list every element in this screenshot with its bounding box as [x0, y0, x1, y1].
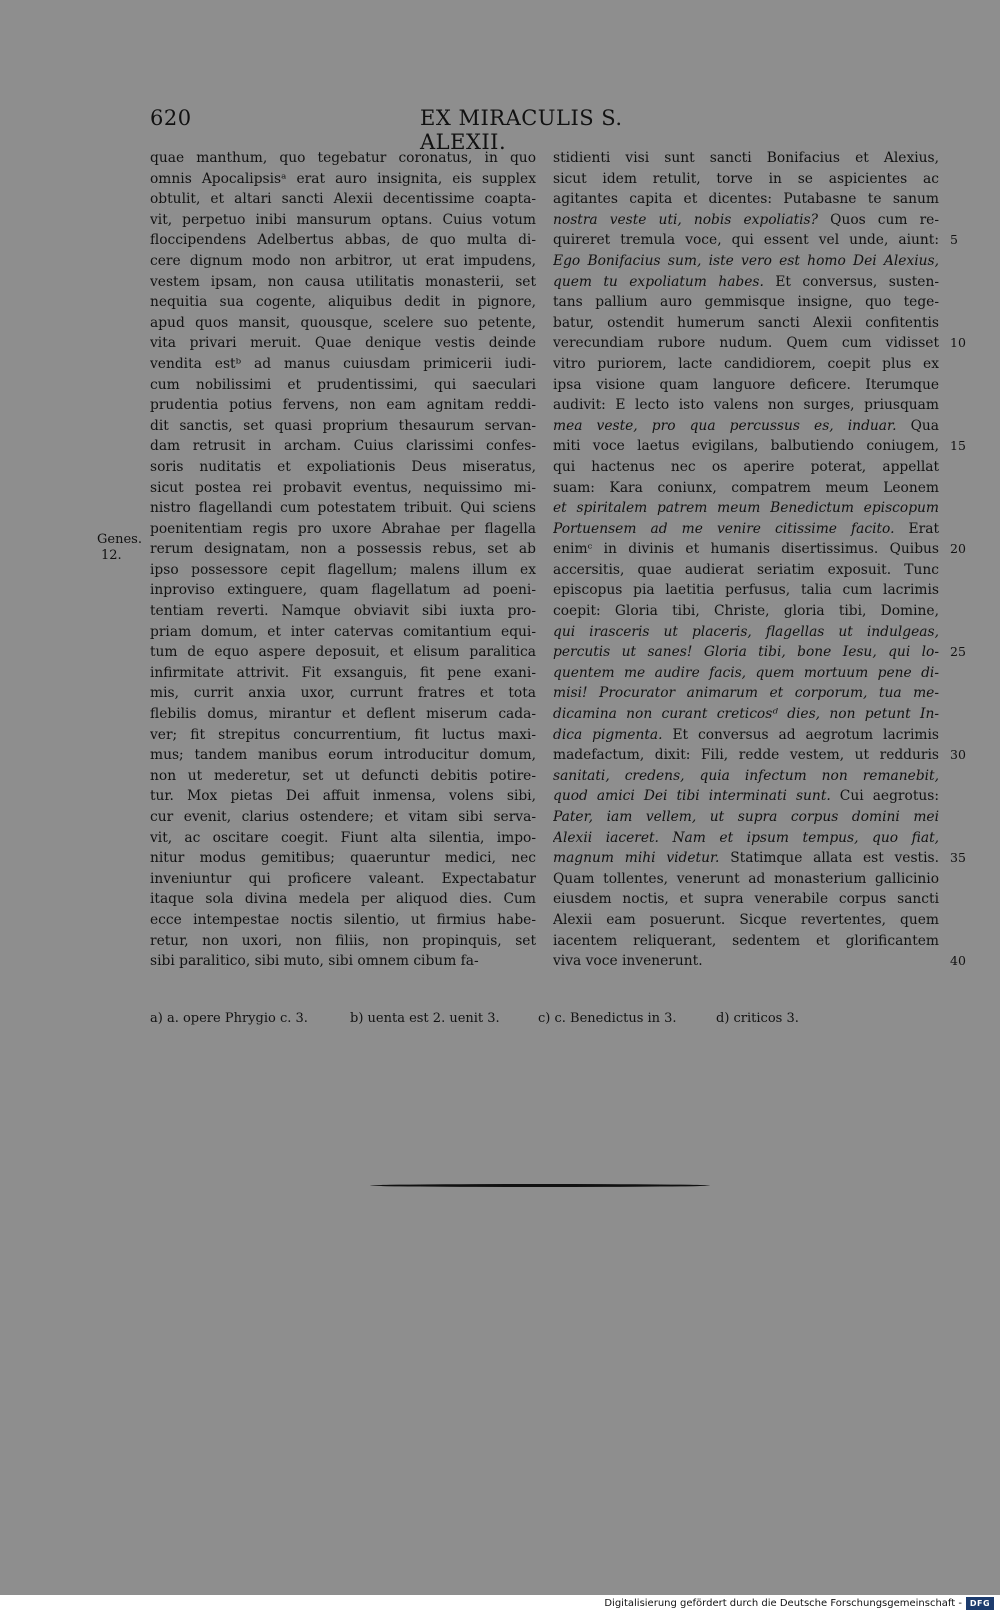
text-line: [553, 230, 939, 251]
text-segment: accersitis, quae audierat seriatim exposuit. Tunc: [553, 561, 939, 578]
line-number: 10: [950, 335, 966, 351]
text-segment: quireret tremula voce, qui essent vel unde, aiunt:: [553, 232, 939, 249]
text-line: [553, 725, 939, 746]
text-line: [553, 622, 939, 643]
line-number: 30: [950, 747, 966, 763]
text-segment: qui irasceris ut placeris, flagellas ut indulgeas,: [553, 623, 939, 640]
text-line: mis, currit anxia uxor, currunt fratres et tota: [150, 685, 536, 702]
text-segment: stidienti visi sunt sancti Bonifacius et Alexius,: [553, 150, 939, 166]
text-line: nistro flagellandi cum potestatem tribuit. Qui sciens: [150, 500, 536, 517]
footnote-a: a) a. opere Phrygio c. 3.: [150, 1011, 308, 1026]
text-segment: Statimque allata est vestis.: [719, 850, 939, 867]
text-segment: tans pallium auro gemmisque insigne, quo tege-: [553, 294, 939, 311]
line-number: 25: [950, 644, 966, 660]
text-line: [553, 189, 939, 210]
text-line: [553, 436, 939, 457]
text-segment: qui hactenus nec os aperire poterat, appellat: [553, 458, 939, 475]
text-segment: Et conversus ad aegrotum lacrimis: [662, 726, 939, 743]
text-segment: dica pigmenta.: [553, 726, 663, 743]
text-line: tentiam reverti. Namque obviavit sibi iuxta pro-: [150, 603, 536, 620]
text-line: cum nobilissimi et prudentissimi, qui saeculari: [150, 376, 536, 393]
text-line: [553, 560, 939, 581]
text-line: [553, 478, 939, 499]
text-line: vit, ac oscitare coegit. Fiunt alta silentia, impo-: [150, 829, 536, 846]
text-line: retur, non uxori, non filiis, non propinquis, set: [150, 932, 536, 949]
footnote-b: b) uenta est 2. uenit 3.: [350, 1011, 500, 1026]
text-segment: agitantes capita et dicentes:: [553, 191, 784, 208]
text-line: [553, 457, 939, 478]
text-line: [553, 169, 939, 190]
line-number: 40: [950, 953, 966, 969]
margin-reference-chapter: 12.: [101, 548, 122, 563]
text-segment: percutis ut sanes! Gloria tibi, bone Iesu, qui lo-: [553, 644, 939, 661]
text-line: [553, 828, 939, 849]
text-line: [553, 395, 939, 416]
text-line: priam domum, et inter catervas comitantium equi-: [150, 623, 536, 640]
text-line: floccipendens Adelbertus abbas, de quo multa di-: [150, 232, 536, 249]
text-line: flebilis domus, mirantur et deflent miserum cada-: [150, 706, 536, 723]
text-line: prudentia potius fervens, non eam agnitam reddi-: [150, 397, 536, 414]
text-segment: E lecto isto valens non surges, priusquam: [615, 397, 939, 414]
text-line: [553, 766, 939, 787]
text-segment: enimᶜ in divinis et humanis disertissimus. Quibus: [553, 541, 939, 558]
text-segment: miti voce laetus evigilans, balbutiendo coniugem,: [553, 438, 939, 455]
text-line: [553, 148, 939, 169]
line-number: 20: [950, 541, 966, 557]
text-line: [553, 848, 939, 869]
text-segment: coepit:: [553, 603, 615, 620]
text-line: [553, 807, 939, 828]
end-rule: [370, 1184, 710, 1188]
text-segment: viva voce invenerunt.: [553, 953, 703, 970]
text-segment: Fili, redde vestem, ut redduris: [700, 747, 939, 764]
text-line: sicut postea rei probavit eventus, nequissimo mi-: [150, 479, 536, 496]
text-segment: audivit:: [553, 397, 616, 414]
text-line: [553, 642, 939, 663]
text-segment: batur, ostendit humerum sancti Alexii confitentis: [553, 314, 939, 331]
text-segment: Gloria tibi, Christe, gloria tibi, Domine,: [614, 603, 939, 620]
text-line: rerum designatam, non a possessis rebus, set ab: [150, 541, 536, 558]
line-number: 5: [950, 232, 958, 248]
text-line: non ut mederetur, set ut defuncti debitis potire-: [150, 767, 536, 784]
text-line: dam retrusit in archam. Cuius clarissimi confes-: [150, 438, 536, 455]
text-segment: dicamina non curant creticosᵈ dies, non petunt In-: [553, 706, 939, 723]
text-segment: eiusdem noctis, et supra venerabile corpus sancti: [553, 891, 939, 908]
text-line: obtulit, et altari sancti Alexii decentissime coapta-: [150, 191, 536, 208]
text-segment: quem tu expoliatum habes.: [553, 273, 764, 290]
text-segment: Quam tollentes, venerunt ad monasterium gallicinio: [553, 870, 939, 887]
text-line: [553, 745, 939, 766]
text-line: [553, 786, 939, 807]
text-line: tur. Mox pietas Dei affuit inmensa, volens sibi,: [150, 788, 536, 805]
page-number: 620: [150, 106, 192, 130]
text-segment: ipsa visione quam languore deficere. Iterumque: [553, 376, 939, 393]
text-segment: Alexii iaceret. Nam et ipsum tempus, quo fiat,: [553, 829, 939, 846]
text-line: vendita estᵇ ad manus cuiusdam primicerii iudi-: [150, 355, 536, 372]
text-line: vestem ipsam, non causa utilitatis monasterii, set: [150, 273, 536, 290]
running-header: [150, 100, 685, 154]
text-segment: nostra veste uti, nobis expoliatis?: [553, 211, 819, 228]
text-line: tum de equo aspere deposuit, et elisum paralitica: [150, 644, 536, 661]
text-line: ecce intempestae noctis silentio, ut firmius habe-: [150, 911, 536, 928]
text-line: soris nuditatis et expoliationis Deus miseratus,: [150, 458, 536, 475]
text-line: [553, 519, 939, 540]
text-line: [553, 910, 939, 931]
line-number: 15: [950, 438, 966, 454]
text-segment: Putabasne te sanum: [783, 191, 939, 208]
text-segment: Ego Bonifacius sum, iste vero est homo Dei Alexius,: [553, 252, 939, 269]
text-segment: Kara coniunx, compatrem meum Leonem: [609, 479, 939, 496]
text-line: dit sanctis, set quasi proprium thesaurum servan-: [150, 417, 536, 434]
text-line: mus; tandem manibus eorum introducitur domum,: [150, 747, 536, 764]
margin-reference-book: Genes.: [97, 532, 142, 547]
text-line: [553, 931, 939, 952]
text-segment: misi! Procurator animarum et corporum, tua me-: [553, 685, 939, 702]
footnote-c: c) c. Benedictus in 3.: [538, 1011, 677, 1026]
text-segment: episcopus pia laetitia perfusus, talia cum lacrimis: [553, 582, 939, 599]
text-line: apud quos mansit, quousque, scelere suo petente,: [150, 314, 536, 331]
text-line: [553, 869, 939, 890]
text-segment: Et conversus, susten-: [763, 273, 939, 290]
text-line: [553, 354, 939, 375]
text-line: [553, 375, 939, 396]
text-segment: madefactum, dixit:: [553, 747, 701, 764]
text-segment: magnum mihi videtur.: [553, 850, 720, 867]
text-line: ipso possessore cepit flagellum; malens illum ex: [150, 561, 536, 578]
text-line: sibi paralitico, sibi muto, sibi omnem cibum fa-: [150, 953, 479, 970]
text-line: [553, 333, 939, 354]
text-line: cere dignum modo non arbitror, ut erat impudens,: [150, 252, 536, 269]
text-line: [553, 683, 939, 704]
text-segment: Portuensem ad me venire citissime facito.: [553, 520, 895, 537]
text-line: nequitia sua cogente, aliquibus dedit in pignore,: [150, 294, 536, 311]
text-line: [553, 313, 939, 334]
text-segment: mea veste, pro qua percussus es, induar.: [553, 417, 897, 434]
text-line: [553, 539, 939, 560]
text-line: [553, 704, 939, 725]
margin-reference: [97, 532, 147, 564]
line-number: 35: [950, 850, 966, 866]
footnote-d: d) criticos 3.: [716, 1011, 799, 1026]
text-line: vita privari meruit. Quae denique vestis deinde: [150, 335, 536, 352]
text-segment: quentem me audire facis, quem mortuum pene di-: [553, 664, 939, 681]
text-line: [553, 601, 939, 622]
credit-bar: [0, 1595, 1000, 1613]
dfg-logo: DFG: [966, 1597, 994, 1610]
text-line: [553, 663, 939, 684]
text-line: [553, 292, 939, 313]
text-line: infirmitate attrivit. Fit exsanguis, fit pene exani-: [150, 664, 536, 681]
text-line: vit, perpetuo inibi mansurum optans. Cuius votum: [150, 211, 536, 228]
text-line: [553, 416, 939, 437]
text-line: [553, 272, 939, 293]
text-segment: vitro puriorem, lacte candidiorem, coepit plus ex: [553, 355, 939, 372]
text-segment: quod amici Dei tibi interminati sunt.: [553, 788, 831, 805]
text-line: [553, 889, 939, 910]
text-segment: Qua: [896, 417, 939, 434]
text-line: inproviso extinguere, quam flagellatum ad poeni-: [150, 582, 536, 599]
text-segment: sicut idem retulit, torve in se aspicientes ac: [553, 170, 939, 187]
text-line: [553, 498, 939, 519]
text-line: [553, 580, 939, 601]
text-segment: Erat: [894, 520, 939, 537]
text-segment: sanitati, credens, quia infectum non remanebit,: [553, 767, 939, 784]
text-line: poenitentiam regis pro uxore Abrahae per flagella: [150, 520, 536, 537]
text-line: nitur modus gemitibus; quaeruntur medici, nec: [150, 850, 536, 867]
text-segment: suam:: [553, 479, 610, 496]
credit-text: Digitalisierung gefördert durch die Deutsche Forschungsgemeinschaft -: [604, 1598, 962, 1609]
text-line: itaque sola divina medela per aliquod dies. Cum: [150, 891, 536, 908]
text-line: [553, 951, 939, 972]
text-segment: iacentem reliquerant, sedentem et glorificantem: [553, 932, 939, 949]
text-segment: Pater, iam vellem, ut supra corpus domini mei: [553, 809, 939, 825]
text-line: [553, 210, 939, 231]
text-segment: Cui aegrotus:: [830, 788, 939, 805]
text-segment: Alexii eam posuerunt. Sicque revertentes, quem: [553, 911, 939, 928]
text-line: ver; fit strepitus concurrentium, fit luctus maxi-: [150, 726, 536, 743]
text-line: cur evenit, clarius ostendere; et vitam sibi serva-: [150, 809, 536, 825]
text-segment: et spiritalem patrem meum Benedictum episcopum: [553, 500, 939, 517]
left-text-column: [150, 148, 536, 972]
right-text-column: [553, 148, 939, 972]
text-segment: verecundiam rubore nudum. Quem cum vidisset: [553, 335, 939, 352]
text-line: omnis Apocalipsisᵃ erat auro insignita, eis supplex: [150, 170, 536, 187]
text-line: quae manthum, quo tegebatur coronatus, in quo: [150, 150, 536, 166]
text-segment: Quos cum re-: [818, 211, 939, 228]
text-line: inveniuntur qui proficere valeant. Expectabatur: [150, 870, 536, 887]
running-title: EX MIRACULIS S. ALEXII.: [420, 106, 623, 154]
text-line: [553, 251, 939, 272]
